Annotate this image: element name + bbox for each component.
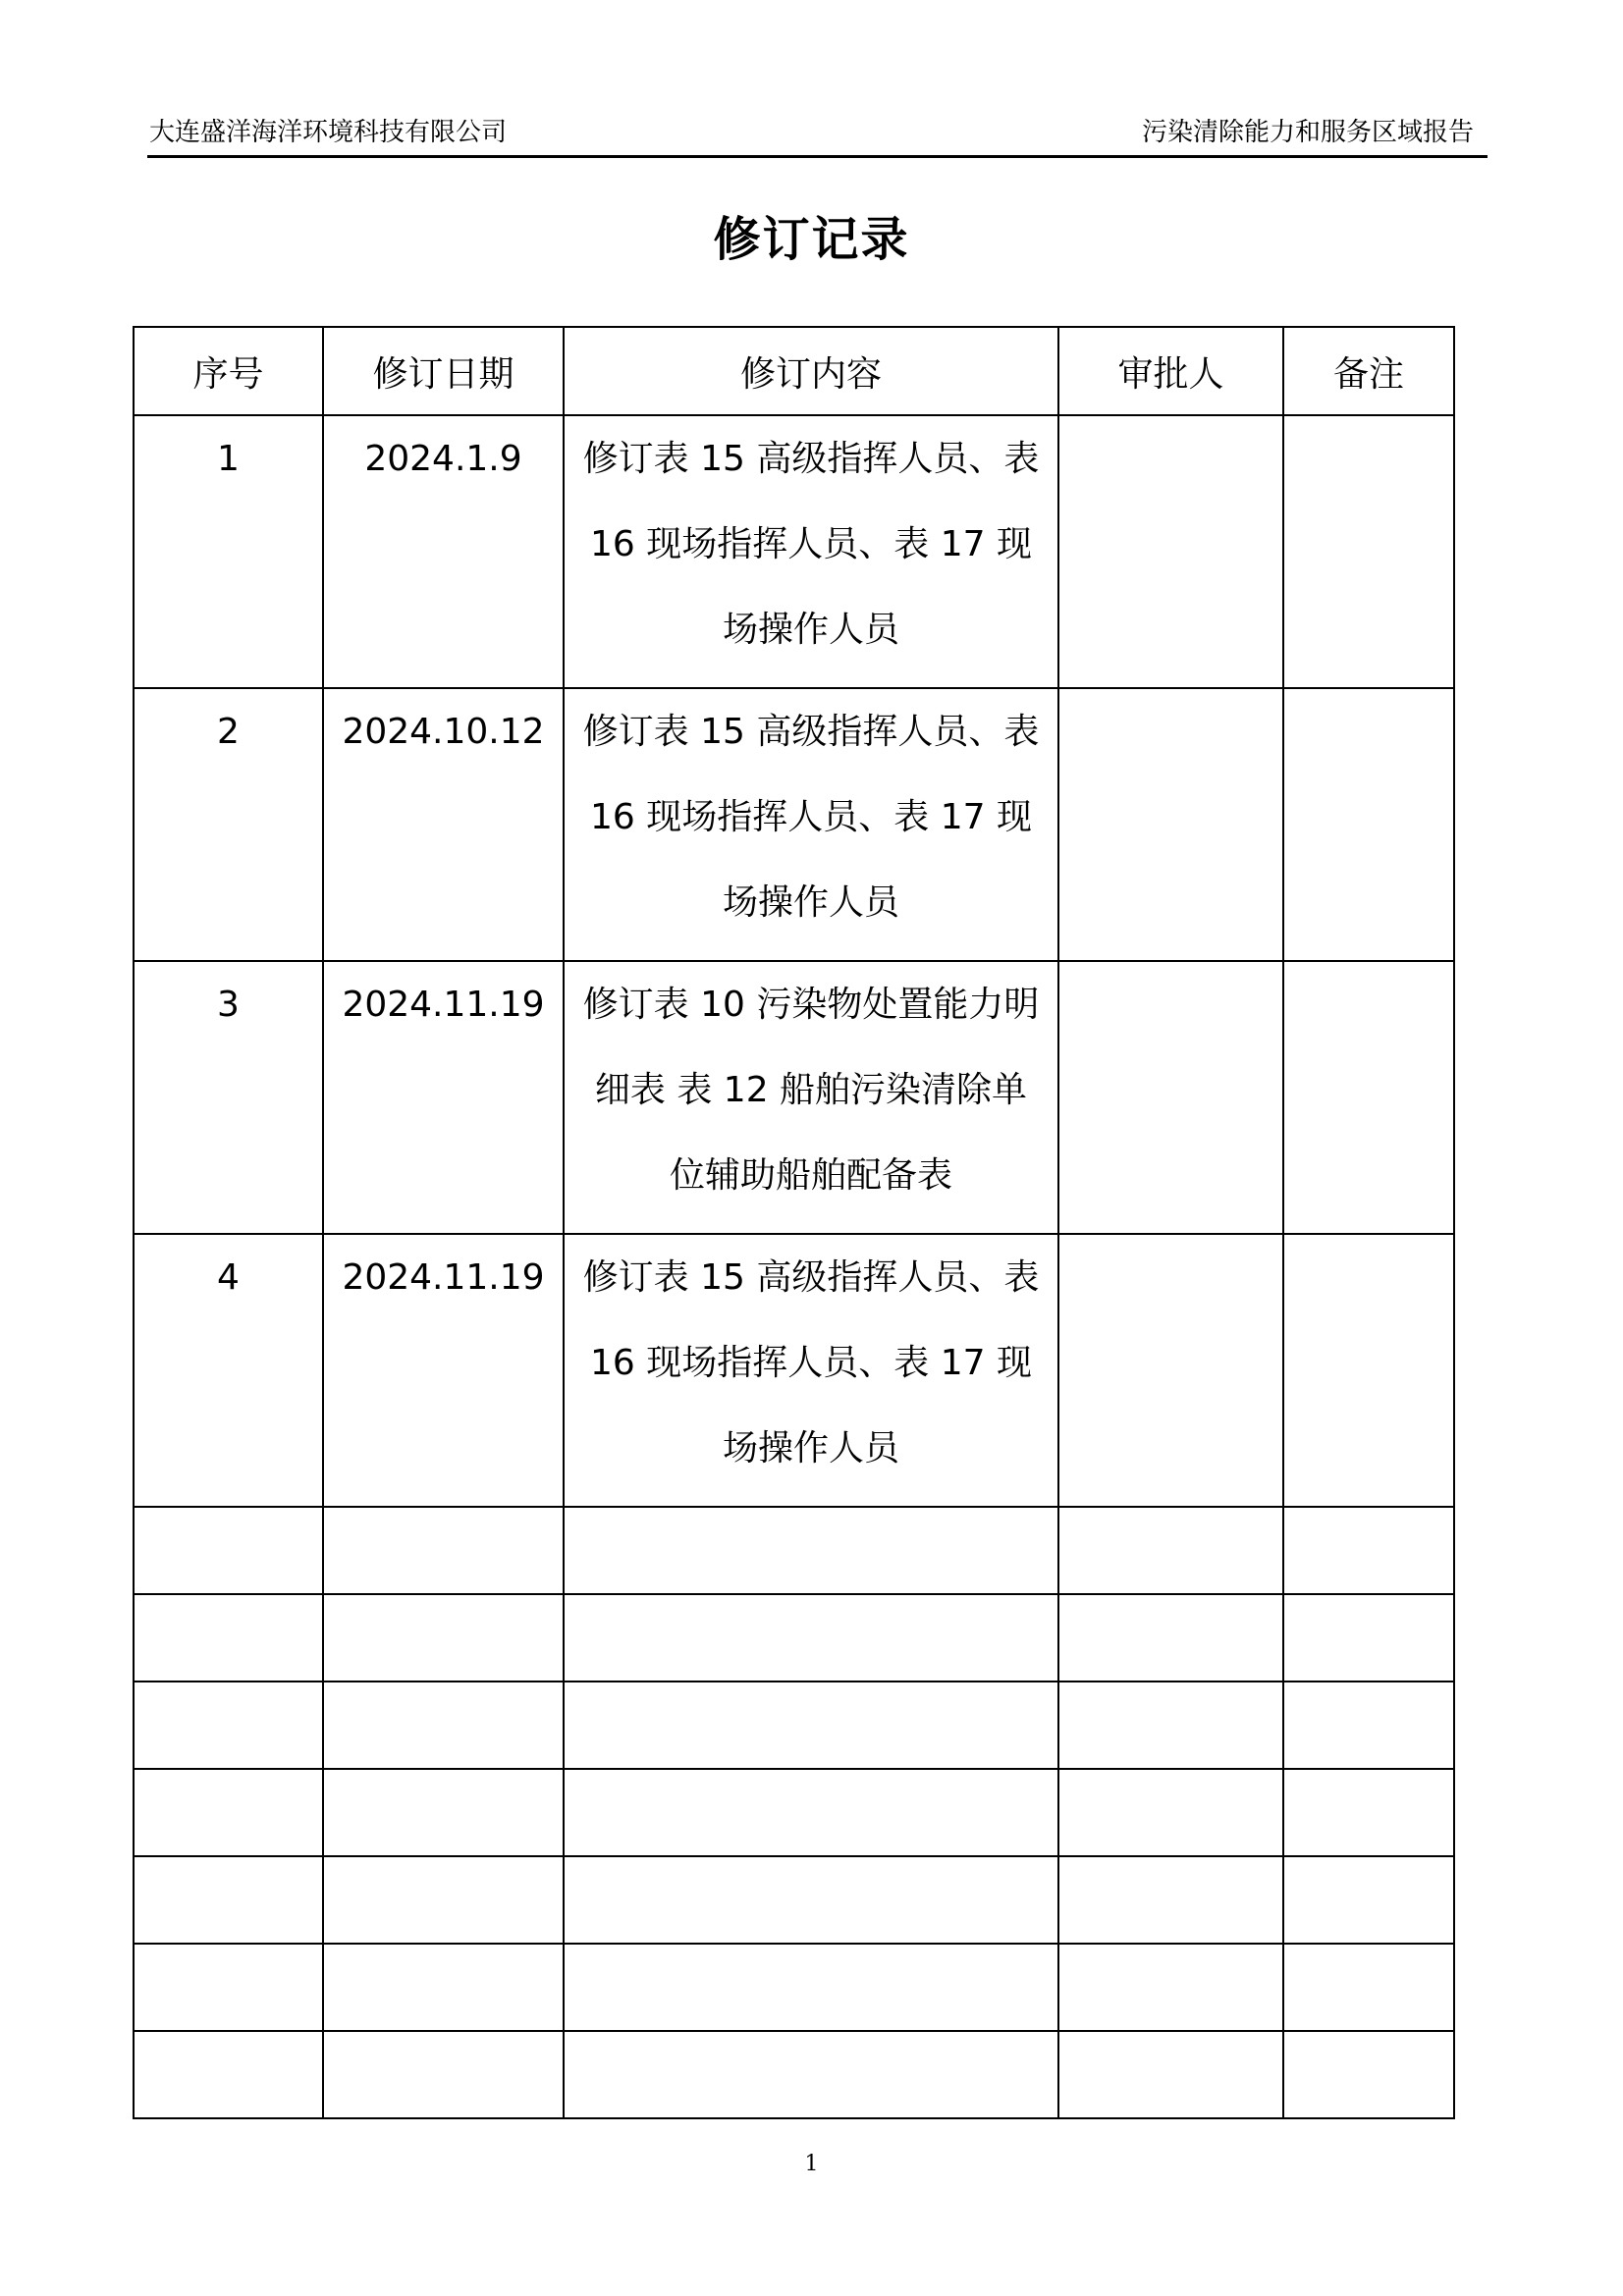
cell-content: 修订表 15 高级指挥人员、表 16 现场指挥人员、表 17 现场操作人员 [564,688,1058,961]
empty-cell [1283,1944,1454,2031]
empty-cell [1283,1856,1454,1944]
header-company-name: 大连盛洋海洋环境科技有限公司 [149,118,508,147]
table-header-row [134,327,1454,415]
column-header-seq: 序号 [134,327,323,415]
empty-cell [564,2031,1058,2118]
page-title: 修订记录 [713,212,910,267]
empty-cell [323,1682,564,1769]
empty-cell [1058,1856,1283,1944]
cell-seq: 4 [134,1234,323,1507]
column-header-date: 修订日期 [323,327,564,415]
cell-content: 修订表 15 高级指挥人员、表 16 现场指挥人员、表 17 现场操作人员 [564,1234,1058,1507]
table-row-empty [134,2031,1454,2118]
cell-date: 2024.11.19 [323,961,564,1234]
empty-cell [1058,2031,1283,2118]
empty-cell [564,1507,1058,1594]
cell-date: 2024.10.12 [323,688,564,961]
cell-approver [1058,961,1283,1234]
page-number: 1 [804,2152,819,2176]
empty-cell [323,1944,564,2031]
table-body [134,415,1454,2118]
cell-seq: 2 [134,688,323,961]
empty-cell [134,2031,323,2118]
empty-cell [1058,1682,1283,1769]
cell-note [1283,415,1454,688]
empty-cell [1283,2031,1454,2118]
header-divider [147,155,1488,158]
empty-cell [1058,1944,1283,2031]
empty-cell [323,1594,564,1682]
table-row [134,961,1454,1234]
table-row-empty [134,1507,1454,1594]
table-row [134,415,1454,688]
cell-approver [1058,1234,1283,1507]
header-report-title: 污染清除能力和服务区域报告 [1141,118,1474,147]
table-row-empty [134,1594,1454,1682]
cell-approver [1058,415,1283,688]
empty-cell [134,1769,323,1856]
empty-cell [323,1507,564,1594]
cell-seq: 3 [134,961,323,1234]
cell-approver [1058,688,1283,961]
cell-content: 修订表 15 高级指挥人员、表 16 现场指挥人员、表 17 现场操作人员 [564,415,1058,688]
empty-cell [1283,1682,1454,1769]
column-header-note: 备注 [1283,327,1454,415]
empty-cell [134,1856,323,1944]
cell-date: 2024.1.9 [323,415,564,688]
empty-cell [564,1769,1058,1856]
empty-cell [1283,1594,1454,1682]
table-row-empty [134,1944,1454,2031]
cell-date: 2024.11.19 [323,1234,564,1507]
empty-cell [1058,1594,1283,1682]
cell-note [1283,1234,1454,1507]
table-row-empty [134,1856,1454,1944]
empty-cell [134,1594,323,1682]
table-row-empty [134,1682,1454,1769]
cell-note [1283,961,1454,1234]
empty-cell [564,1682,1058,1769]
empty-cell [1058,1769,1283,1856]
table-row-empty [134,1769,1454,1856]
cell-note [1283,688,1454,961]
cell-seq: 1 [134,415,323,688]
empty-cell [134,1682,323,1769]
column-header-content: 修订内容 [564,327,1058,415]
empty-cell [134,1944,323,2031]
table-row [134,688,1454,961]
empty-cell [1058,1507,1283,1594]
empty-cell [564,1594,1058,1682]
empty-cell [323,1769,564,1856]
empty-cell [134,1507,323,1594]
cell-content: 修订表 10 污染物处置能力明细表 表 12 船舶污染清除单位辅助船舶配备表 [564,961,1058,1234]
empty-cell [1283,1769,1454,1856]
empty-cell [1283,1507,1454,1594]
revision-table [133,326,1455,2119]
column-header-approver: 审批人 [1058,327,1283,415]
empty-cell [564,1856,1058,1944]
table-row [134,1234,1454,1507]
empty-cell [564,1944,1058,2031]
empty-cell [323,1856,564,1944]
empty-cell [323,2031,564,2118]
